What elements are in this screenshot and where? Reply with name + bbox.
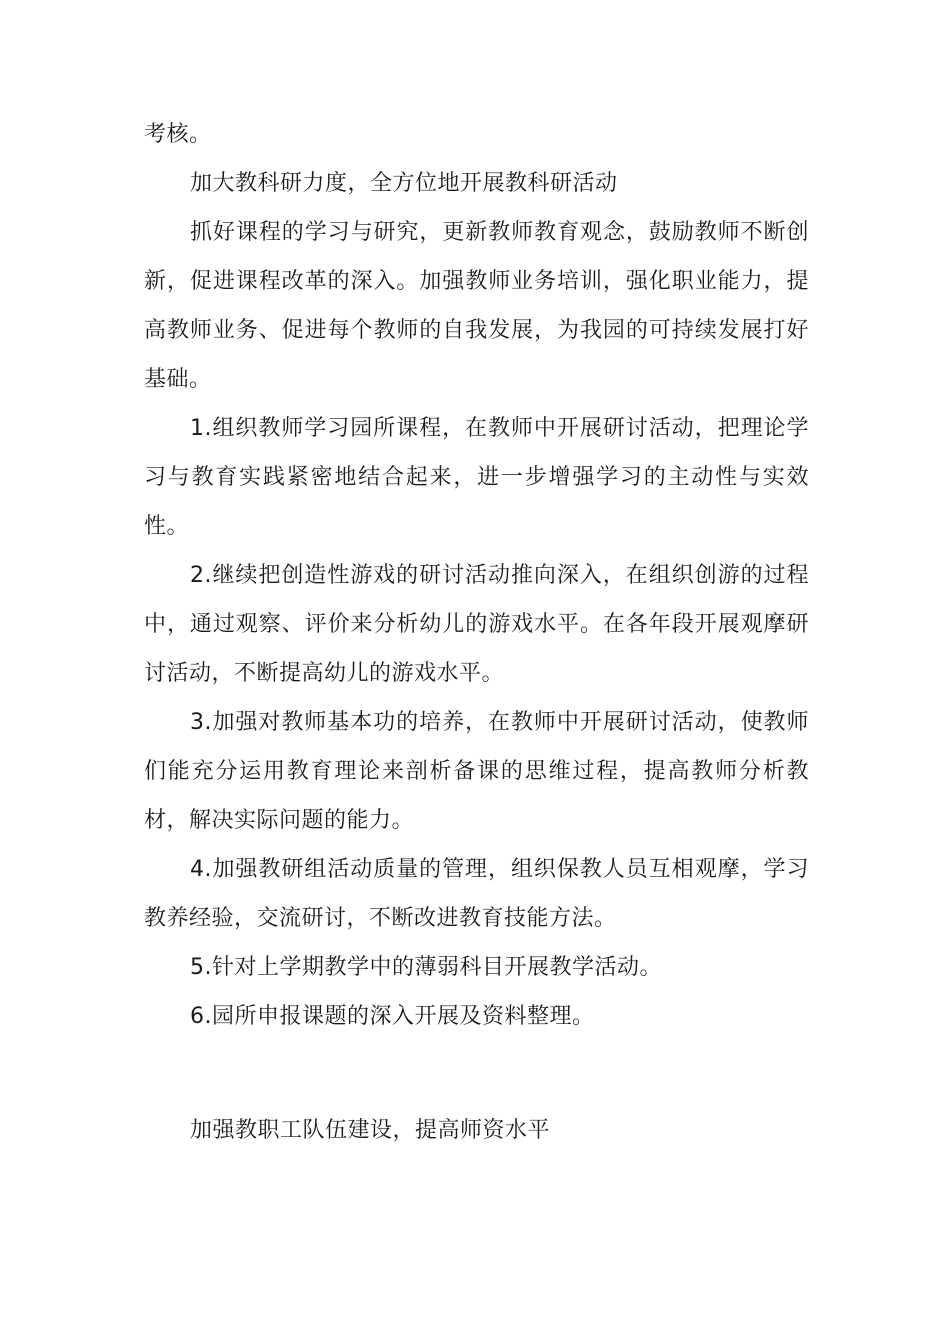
- paragraph-curriculum: 抓好课程的学习与研究，更新教师教育观念，鼓励教师不断创新，促进课程改革的深入。加强教师业务培训，强化职业能力，提高教师业务、促进每个教师的自我发展，为我园的可持续发展打好基础。: [144, 220, 809, 392]
- document-footer-block: [144, 1106, 809, 1155]
- list-item-4: 4.加强教研组活动质量的管理，组织保教人员互相观摩，学习教养经验，交流研讨，不断改进教育技能方法。: [144, 857, 809, 931]
- list-item-1: 1.组织教师学习园所课程，在教师中开展研讨活动，把理论学习与教育实践紧密地结合起来，进一步增强学习的主动性与实效性。: [144, 416, 809, 539]
- document-body: [144, 110, 809, 1041]
- paragraph-continuation: 考核。: [144, 122, 212, 147]
- list-item-2: 2.继续把创造性游戏的研讨活动推向深入，在组织创游的过程中，通过观察、评价来分析幼儿的游戏水平。在各年段开展观摩研讨活动，不断提高幼儿的游戏水平。: [144, 563, 809, 686]
- list-item-5: 5.针对上学期教学中的薄弱科目开展教学活动。: [190, 955, 662, 980]
- section-heading-research: 加大教科研力度，全方位地开展教科研活动: [190, 171, 618, 196]
- section-heading-staff: 加强教职工队伍建设，提高师资水平: [190, 1118, 551, 1143]
- list-item-3: 3.加强对教师基本功的培养，在教师中开展研讨活动，使教师们能充分运用教育理论来剖析备课的思维过程，提高教师分析教材，解决实际问题的能力。: [144, 710, 809, 833]
- list-item-6: 6.园所申报课题的深入开展及资料整理。: [190, 1004, 595, 1029]
